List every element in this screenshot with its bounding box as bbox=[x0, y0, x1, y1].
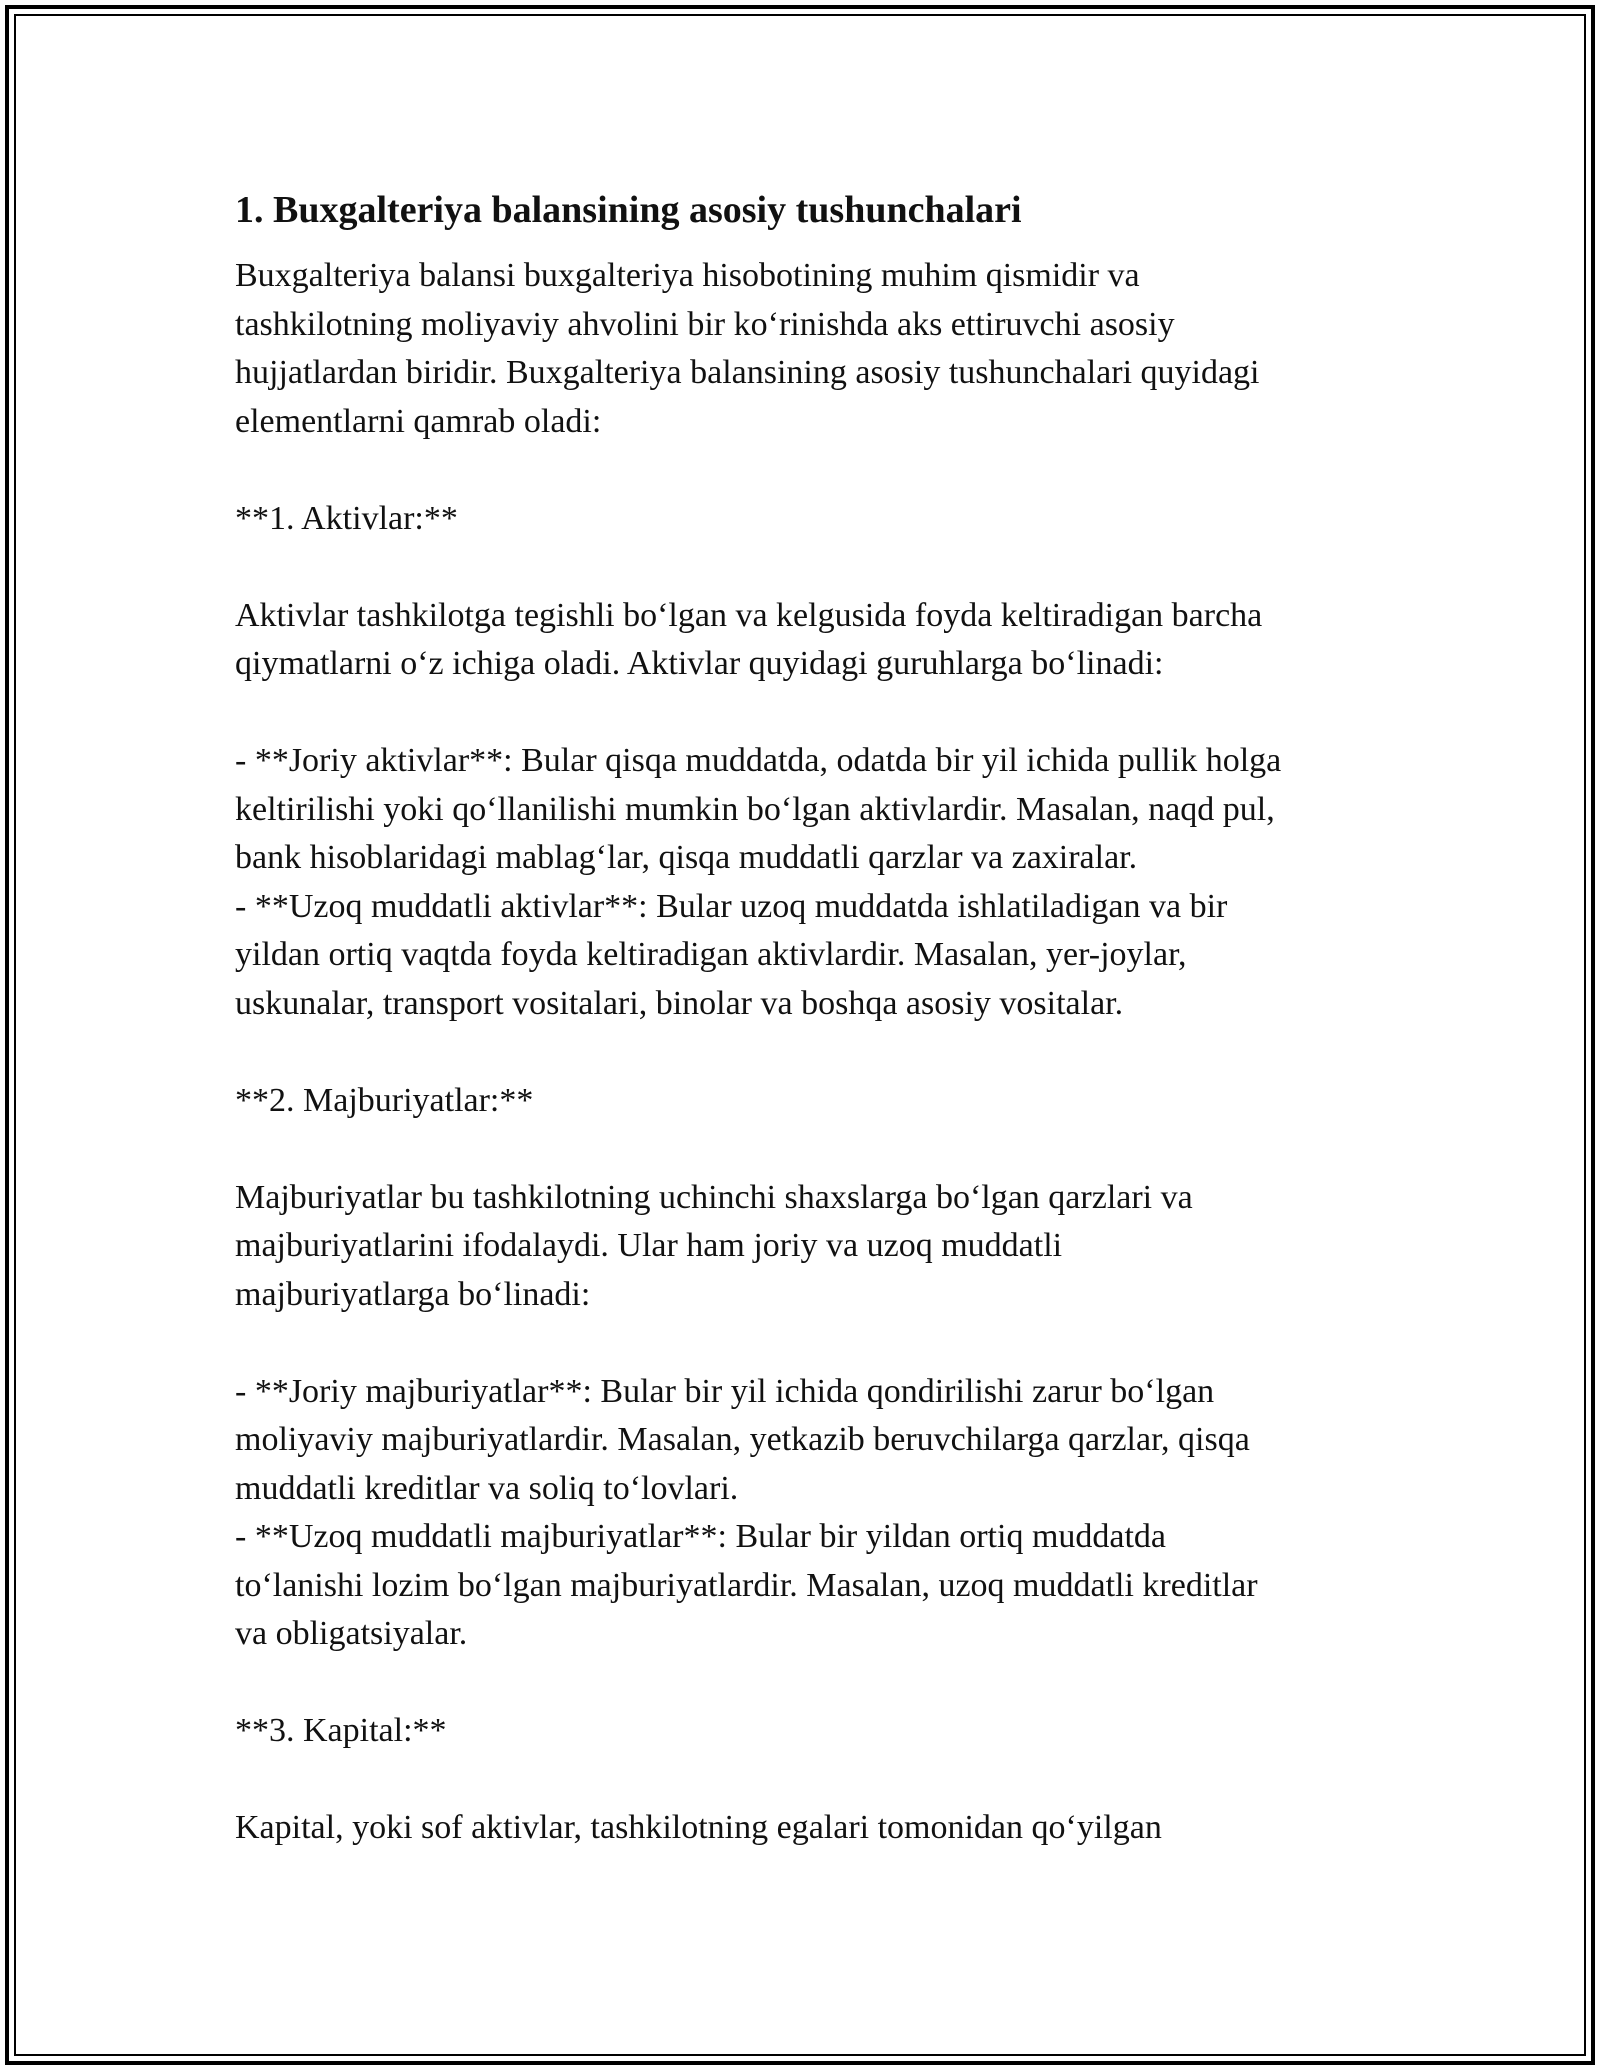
list-item-line: - **Uzoq muddatli majburiyatlar**: Bular bir yildan ortiq muddatda bbox=[235, 1518, 1167, 1555]
intro-paragraph bbox=[235, 252, 1375, 446]
subheading-majburiyatlar bbox=[235, 1077, 1375, 1126]
text-line: Kapital, yoki sof aktivlar, tashkilotning egalari tomonidan qo‘yilgan bbox=[235, 1809, 1162, 1846]
list-item-line: keltirilishi yoki qo‘llanilishi mumkin bo‘lgan aktivlardir. Masalan, naqd pul, bbox=[235, 790, 1275, 828]
list-item-line: - **Uzoq muddatli aktivlar**: Bular uzoq muddatda ishlatiladigan va bir bbox=[235, 887, 1228, 925]
list-item-line: bank hisoblaridagi mablag‘lar, qisqa muddatli qarzlar va zaxiralar. bbox=[235, 839, 1138, 876]
list-item-line: moliyaviy majburiyatlardir. Masalan, yetkazib beruvchilarga qarzlar, qisqa bbox=[235, 1421, 1250, 1458]
text-line: Aktivlar tashkilotga tegishli bo‘lgan va kelgusida foyda keltiradigan barcha bbox=[235, 596, 1263, 634]
section-heading: 1. Buxgalteriya balansining asosiy tushunchalari bbox=[235, 189, 1022, 231]
text-line: Buxgalteriya balansi buxgalteriya hisobotining muhim qismidir va bbox=[235, 257, 1140, 294]
text-line: majburiyatlarini ifodalaydi. Ular ham joriy va uzoq muddatli bbox=[235, 1227, 1063, 1264]
text-line: **3. Kapital:** bbox=[235, 1712, 447, 1749]
list-item-line: muddatli kreditlar va soliq to‘lovlari. bbox=[235, 1469, 739, 1507]
majburiyatlar-list bbox=[235, 1368, 1375, 1659]
text-line: qiymatlarni o‘z ichiga oladi. Aktivlar quyidagi guruhlarga bo‘linadi: bbox=[235, 645, 1164, 682]
list-item-line: uskunalar, transport vositalari, binolar va boshqa asosiy vositalar. bbox=[235, 984, 1124, 1022]
text-line: majburiyatlarga bo‘linadi: bbox=[235, 1275, 591, 1313]
text-line: elementlarni qamrab oladi: bbox=[235, 402, 602, 440]
list-item-line: va obligatsiyalar. bbox=[235, 1615, 468, 1652]
aktivlar-paragraph bbox=[235, 592, 1375, 689]
kapital-paragraph bbox=[235, 1804, 1375, 1853]
list-item-line: yildan ortiq vaqtda foyda keltiradigan aktivlardir. Masalan, yer-joylar, bbox=[235, 936, 1187, 973]
document-body bbox=[235, 186, 1375, 1853]
text-line: tashkilotning moliyaviy ahvolini bir ko‘rinishda aks ettiruvchi asosiy bbox=[235, 305, 1175, 343]
text-line: Majburiyatlar bu tashkilotning uchinchi shaxslarga bo‘lgan qarzlari va bbox=[235, 1178, 1193, 1216]
aktivlar-list bbox=[235, 737, 1375, 1028]
text-line: hujjatlardan biridir. Buxgalteriya balansining asosiy tushunchalari quyidagi bbox=[235, 354, 1260, 391]
text-line: **1. Aktivlar:** bbox=[235, 499, 458, 537]
text-line: **2. Majburiyatlar:** bbox=[235, 1081, 534, 1119]
list-item-line: - **Joriy majburiyatlar**: Bular bir yil ichida qondirilishi zarur bo‘lgan bbox=[235, 1372, 1215, 1410]
subheading-aktivlar bbox=[235, 495, 1375, 544]
list-item-line: to‘lanishi lozim bo‘lgan majburiyatlardir. Masalan, uzoq muddatli kreditlar bbox=[235, 1566, 1258, 1604]
list-item-line: - **Joriy aktivlar**: Bular qisqa muddatda, odatda bir yil ichida pullik holga bbox=[235, 742, 1282, 779]
majburiyatlar-paragraph bbox=[235, 1174, 1375, 1320]
subheading-kapital bbox=[235, 1707, 1375, 1756]
